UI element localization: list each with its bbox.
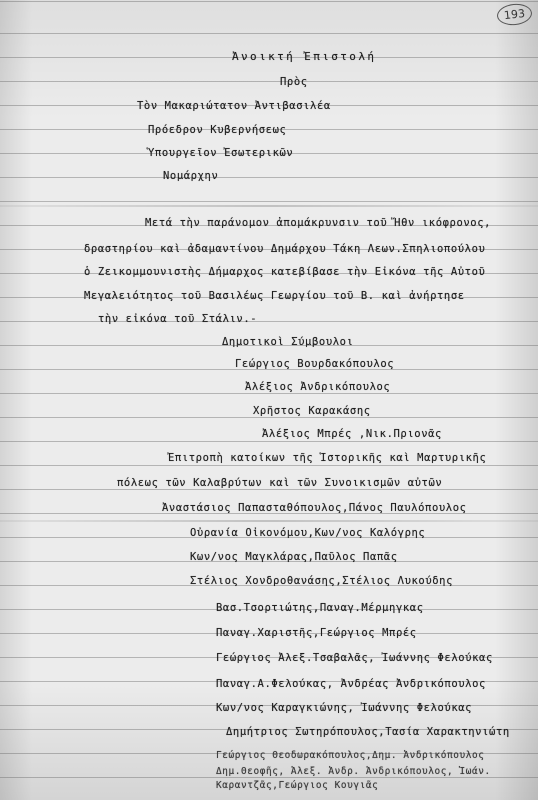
paper-fold	[0, 520, 538, 522]
committee-heading: Ἐπιτροπὴ κατοίκων τῆς Ἱστορικῆς καὶ Μαρτυρικῆς	[168, 452, 487, 464]
signature-line: Δημήτριος Σωτηρόπουλος,Τασία Χαρακτηνιώτη	[226, 726, 510, 738]
signature-line: Καραντζᾶς,Γεώργιος Κουγιᾶς	[216, 780, 379, 791]
signature-line: Παναγ.Α.Φελούκας, Ἀνδρέας Ἀνδρικόπουλος	[216, 678, 486, 690]
signature-line: Ἀλέξιος Μπρές ,Νικ.Πριονᾶς	[262, 428, 442, 440]
signature-line: Ἀναστάσιος Παπασταθόπουλος,Πάνος Παυλόπουλος	[162, 502, 467, 514]
signature-line: Γεώργιος Ἀλεξ.Τσαβαλᾶς, Ἰωάννης Φελούκας	[216, 652, 493, 664]
signature-line: Βασ.Τσορτιώτης,Παναγ.Μέρμηγκας	[216, 602, 424, 614]
page-number-stamp: 193	[496, 2, 533, 27]
recipient-line: Ὑπουργεῖον Ἐσωτερικῶν	[148, 147, 294, 159]
signature-line: Γεώργιος Θεοδωρακόπουλος,Δημ. Ἀνδρικόπουλος	[216, 750, 485, 761]
body-line: τὴν εἰκόνα τοῦ Στάλιν.-	[98, 313, 258, 325]
signature-line: Στέλιος Χονδροθανάσης,Στέλιος Λυκούδης	[190, 575, 454, 587]
committee-heading: πόλεως τῶν Καλαβρύτων καὶ τῶν Συνοικισμῶν αὐτῶν	[117, 477, 443, 489]
signature-line: Χρῆστος Καρακάσης	[253, 405, 371, 417]
recipient-line: Νομάρχην	[163, 170, 219, 182]
signature-line: Οὐρανία Οἰκονόμου,Κων/νος Καλόγρης	[190, 527, 426, 539]
signature-line: Δημ.Θεοφῆς, Ἀλεξ. Ἀνδρ. Ἀνδρικόπουλος, Ἰωάν.	[216, 766, 491, 777]
recipient-line: Τὸν Μακαριώτατον Ἀντιβασιλέα	[137, 100, 331, 112]
to-label: Πρὸς	[280, 76, 308, 88]
body-line: Μεγαλειότητος τοῦ Βασιλέως Γεωργίου τοῦ Β. καὶ ἀνήρτησε	[84, 290, 465, 302]
body-line: Μετά τὴν παράνομον ἀπομάκρυνσιν τοῦ Ἤθν ικόφρονος,	[145, 217, 492, 229]
signature-line: Κων/νος Μαγκλάρας,Παῦλος Παπᾶς	[190, 551, 398, 563]
signature-line: Γεώργιος Βουρδακόπουλος	[235, 358, 395, 370]
council-heading: Δημοτικοὶ Σύμβουλοι	[222, 336, 354, 348]
signature-line: Κων/νος Καραγκιώνης, Ἰωάννης Φελούκας	[216, 702, 473, 714]
body-line: ὁ Ζεικομμουνιστὴς Δήμαρχος κατεβίβασε τὴν Εἰκόνα τῆς Αὐτοῦ	[84, 266, 486, 278]
paper-fold	[0, 205, 538, 207]
recipient-line: Πρόεδρον Κυβερνήσεως	[148, 124, 287, 136]
body-line: δραστηρίου καὶ ἀδαμαντίνου Δημάρχου Τάκη Λεων.Σπηλιοπούλου	[84, 243, 486, 255]
letter-title: Ἀνοικτή Ἐπιστολή	[232, 50, 377, 63]
signature-line: Παναγ.Χαριστῆς,Γεώργιος Μπρές	[216, 627, 417, 639]
signature-line: Ἀλέξιος Ἀνδρικόπουλος	[245, 381, 391, 393]
